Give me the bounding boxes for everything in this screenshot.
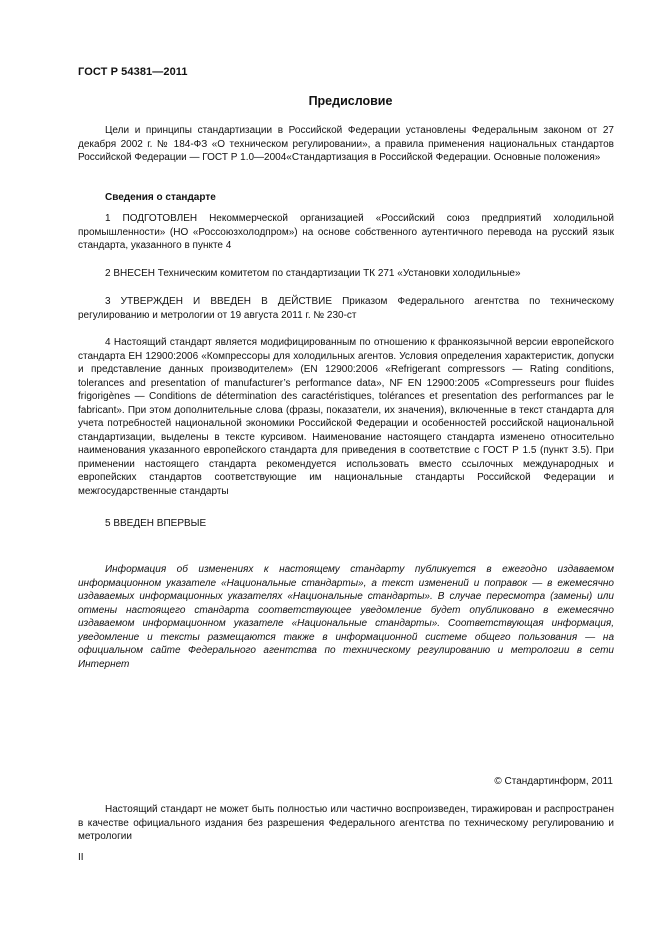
intro-paragraph: [78, 124, 614, 165]
rights-text: Настоящий стандарт не может быть полностью или частично воспроизведен, тиражирован и распространен в качестве официального издания без разрешения Федерального агентства по техническому регулированию и метрологии: [78, 804, 614, 842]
item-5: [78, 517, 614, 531]
section-heading: Сведения о стандарте: [105, 192, 216, 203]
item-2-text: 2 ВНЕСЕН Техническим комитетом по стандартизации ТК 271 «Установки холодильные»: [105, 268, 521, 279]
item-3-text: 3 УТВЕРЖДЕН И ВВЕДЕН В ДЕЙСТВИЕ Приказом Федерального агентства по техническому регулированию и метрологии от 19 августа 2011 г. № 230-ст: [78, 296, 614, 321]
item-4-text: 4 Настоящий стандарт является модифицированным по отношению к франкоязычной версии европейского стандарта ЕН 12900:2006 «Компрессоры для холодильных агентов. Условия определения характеристик, допуски и представление данных производителем» (EN 12900:2006 «Refrigerant compressors — Rating conditions, tolerances and presentation of manufacturer’s performance data», NF EN 12900:2005 «Compresseurs pour fluides frigorigènes — Conditions de détermination des caractéristiques, tolérances et presentation des performances par le fabricant». При этом дополнительные слова (фразы, показатели, их значения), включенные в текст стандарта для учета потребностей национальной экономики Российской Федерации и особенностей российской национальной стандартизации, выделены в тексте курсивом. Наименование настоящего стандарта изменено относительно наименования указанного европейского стандарта для приведения в соответствие с ГОСТ Р 1.5 (пункт 3.5). При применении настоящего стандарта рекомендуется использовать вместо ссылочных международных и европейских стандартов соответствующие им национальные стандарты Российской Федерации и межгосударственные стандарты: [78, 337, 614, 497]
copyright-line: © Стандартинформ, 2011: [494, 776, 613, 787]
item-5-text: 5 ВВЕДЕН ВПЕРВЫЕ: [105, 518, 207, 529]
item-1-text: 1 ПОДГОТОВЛЕН Некоммерческой организацией «Российский союз предприятий холодильной промышленности» (НО «Россоюзхолодпром») на основе собственного аутентичного перевода на русский язык стандарта, указанного в пункте 4: [78, 213, 614, 251]
intro-text: Цели и принципы стандартизации в Российской Федерации установлены Федеральным законом от 27 декабря 2002 г. № 184-ФЗ «О техническом регулировании», а правила применения национальных стандартов Российской Федерации — ГОСТ Р 1.0—2004«Стандартизация в Российской Федерации. Основные положения»: [78, 125, 614, 163]
rights-paragraph: [78, 803, 614, 844]
page-number: II: [78, 852, 84, 863]
item-2: [78, 267, 614, 281]
notice-paragraph: [78, 563, 614, 671]
item-4: [78, 336, 614, 498]
page-title: Предисловие: [308, 94, 393, 108]
item-1: [78, 212, 614, 253]
document-header: ГОСТ Р 54381—2011: [78, 66, 188, 78]
item-3: [78, 295, 614, 322]
notice-text: Информация об изменениях к настоящему стандарту публикуется в ежегодно издаваемом информационном указателе «Национальные стандарты», а текст изменений и поправок — в ежемесячно издаваемых информационных указателях «Национальные стандарты». В случае пересмотра (замены) или отмены настоящего стандарта соответствующее уведомление будет опубликовано в ежемесячно издаваемом информационном указателе «Национальные стандарты». Соответствующая информация, уведомление и тексты размещаются также в информационной системе общего пользования — на официальном сайте Федерального агентства по техническому регулированию и метрологии в сети Интернет: [78, 564, 614, 670]
